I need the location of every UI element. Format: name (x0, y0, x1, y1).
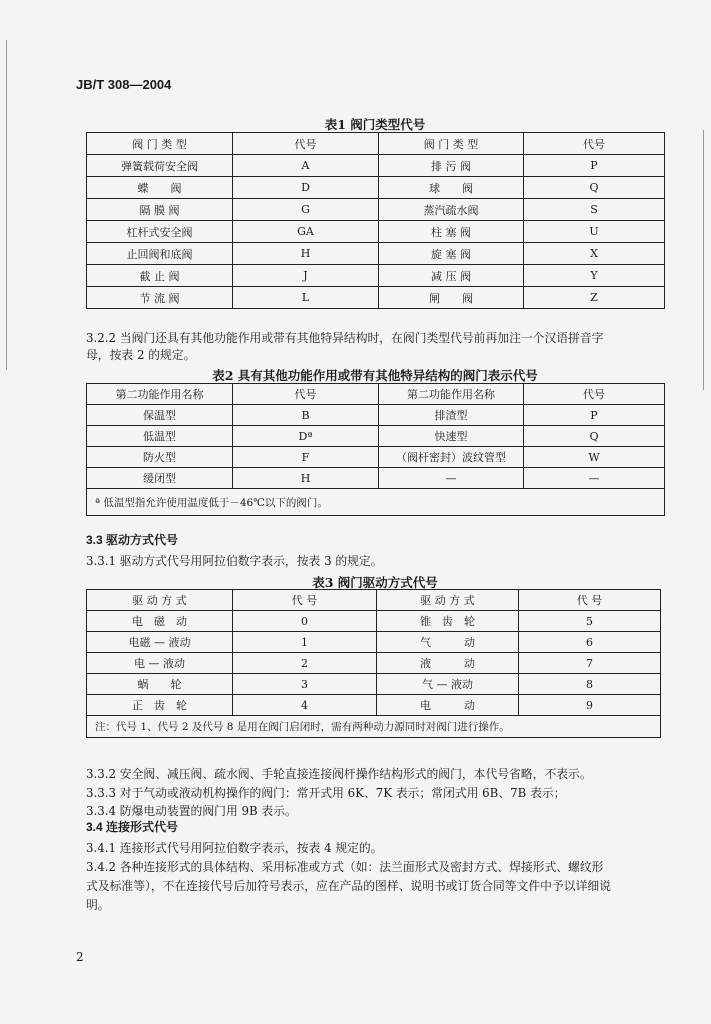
table3-header-cell: 代 号 (519, 590, 661, 611)
table2-header-cell: 代号 (524, 384, 665, 405)
section-3-4-heading: 3.4 连接形式代号 (86, 820, 179, 834)
table-cell: 蒸汽疏水阀 (379, 199, 524, 221)
table-cell: — (524, 468, 665, 489)
para-3-2-2-line1: 3.2.2 当阀门还具有其他功能作用或带有其他特异结构时，在阀门类型代号前再加注一个汉语拼音字 (86, 331, 604, 345)
table3-header-row (87, 590, 661, 611)
table3-note: 注：代号 1、代号 2 及代号 8 是用在阀门启闭时，需有两种动力源同时对阀门进行操作。 (87, 716, 661, 738)
table-cell: 弹簧载荷安全阀 (87, 155, 233, 177)
table-cell: 止回阀和底阀 (87, 243, 233, 265)
table-cell: 4 (233, 695, 377, 716)
table-cell: 球 阀 (379, 177, 524, 199)
para-3-2-2-line2: 母，按表 2 的规定。 (86, 348, 196, 362)
table-row (87, 265, 665, 287)
table-cell: 6 (519, 632, 661, 653)
table-row (87, 155, 665, 177)
table-cell: 旋 塞 阀 (379, 243, 524, 265)
para-3-3-4: 3.3.4 防爆电动装置的阀门用 9B 表示。 (86, 804, 297, 818)
table-cell: 减 压 阀 (379, 265, 524, 287)
table-cell: Q (524, 177, 665, 199)
table-cell: 气 动 (377, 632, 519, 653)
table-row (87, 199, 665, 221)
para-3-4-2-line3: 明。 (86, 898, 110, 912)
table-row (87, 405, 665, 426)
table-cell: 8 (519, 674, 661, 695)
para-3-3-3: 3.3.3 对于气动或液动机构操作的阀门：常开式用 6K、7K 表示；常闭式用 6B、7B 表示； (86, 786, 566, 800)
table-cell: D (233, 177, 379, 199)
table-cell: 9 (519, 695, 661, 716)
table2-header-cell: 第二功能作用名称 (87, 384, 233, 405)
table3-header-cell: 驱 动 方 式 (377, 590, 519, 611)
table-cell: 电磁 — 液动 (87, 632, 233, 653)
table-row (87, 287, 665, 309)
table-cell: Z (524, 287, 665, 309)
table-row (87, 653, 661, 674)
table-cell: 排渣型 (379, 405, 524, 426)
table-row (87, 243, 665, 265)
scan-edge-left (6, 40, 7, 370)
table-cell: X (524, 243, 665, 265)
table-cell: 缓闭型 (87, 468, 233, 489)
table-row (87, 674, 661, 695)
table3-drive-mode-codes (86, 589, 661, 738)
table-row (87, 468, 665, 489)
table-cell: 蜗 轮 (87, 674, 233, 695)
table-row (87, 611, 661, 632)
para-3-3-2: 3.3.2 安全阀、减压阀、疏水阀、手轮直接连接阀杆操作结构形式的阀门，本代号省略，不表示。 (86, 767, 592, 781)
table-cell: 电 — 液动 (87, 653, 233, 674)
table1-header-cell: 阀 门 类 型 (87, 133, 233, 155)
table-cell: 液 动 (377, 653, 519, 674)
table-cell: 闸 阀 (379, 287, 524, 309)
table1-caption: 表1 阀门类型代号 (324, 117, 426, 132)
scan-edge-right (703, 130, 704, 390)
table-row (87, 177, 665, 199)
table3-caption: 表3 阀门驱动方式代号 (312, 575, 438, 590)
table2-header-cell: 第二功能作用名称 (379, 384, 524, 405)
table-cell: 快速型 (379, 426, 524, 447)
table-cell: L (233, 287, 379, 309)
table-cell: 隔 膜 阀 (87, 199, 233, 221)
table-cell: 0 (233, 611, 377, 632)
table-row (87, 632, 661, 653)
table-cell: F (233, 447, 379, 468)
table3-note-row (87, 716, 661, 738)
table2-header-cell: 代号 (233, 384, 379, 405)
table-cell: H (233, 468, 379, 489)
table-cell: 正 齿 轮 (87, 695, 233, 716)
table-cell: 7 (519, 653, 661, 674)
table-row (87, 695, 661, 716)
table-cell: （阀杆密封）波纹管型 (379, 447, 524, 468)
section-3-3-heading: 3.3 驱动方式代号 (86, 533, 179, 547)
table-cell: 锥 齿 轮 (377, 611, 519, 632)
para-3-3-1: 3.3.1 驱动方式代号用阿拉伯数字表示，按表 3 的规定。 (86, 554, 383, 568)
table-cell: 2 (233, 653, 377, 674)
table1-header-cell: 代号 (524, 133, 665, 155)
table-cell: GA (233, 221, 379, 243)
table-cell: 气 — 液动 (377, 674, 519, 695)
table2-caption: 表2 具有其他功能作用或带有其他特异结构的阀门表示代号 (212, 368, 538, 383)
page-number: 2 (76, 950, 84, 964)
table-cell: 保温型 (87, 405, 233, 426)
table3-header-cell: 代 号 (233, 590, 377, 611)
table-cell: 防火型 (87, 447, 233, 468)
table-cell: 电 磁 动 (87, 611, 233, 632)
para-3-4-1: 3.4.1 连接形式代号用阿拉伯数字表示，按表 4 规定的。 (86, 841, 383, 855)
table-cell: H (233, 243, 379, 265)
table-row (87, 447, 665, 468)
table3-header-cell: 驱 动 方 式 (87, 590, 233, 611)
table2-secondary-function-codes (86, 383, 665, 516)
table-cell: 节 流 阀 (87, 287, 233, 309)
table-cell: A (233, 155, 379, 177)
para-3-4-2-line2: 式及标准等），不在连接代号后加符号表示，应在产品的图样、说明书或订货合同等文件中予以详细说 (86, 879, 611, 893)
table-cell: 3 (233, 674, 377, 695)
table-cell: Dª (233, 426, 379, 447)
table-cell: W (524, 447, 665, 468)
table-cell: U (524, 221, 665, 243)
table2-header-row (87, 384, 665, 405)
table-cell: B (233, 405, 379, 426)
table1-valve-type-codes (86, 132, 665, 309)
table-cell: 杠杆式安全阀 (87, 221, 233, 243)
table-cell: 排 污 阀 (379, 155, 524, 177)
table-cell: — (379, 468, 524, 489)
table-cell: P (524, 155, 665, 177)
document-header: JB/T 308—2004 (76, 77, 172, 92)
table-cell: 蝶 阀 (87, 177, 233, 199)
table-row (87, 426, 665, 447)
table-cell: G (233, 199, 379, 221)
table2-note: ª 低温型指允许使用温度低于－46℃以下的阀门。 (87, 489, 665, 516)
table1-header-cell: 阀 门 类 型 (379, 133, 524, 155)
table-cell: 柱 塞 阀 (379, 221, 524, 243)
table-cell: 截 止 阀 (87, 265, 233, 287)
table-cell: Y (524, 265, 665, 287)
table-cell: 5 (519, 611, 661, 632)
table-cell: Q (524, 426, 665, 447)
table-row (87, 221, 665, 243)
table1-header-cell: 代号 (233, 133, 379, 155)
table-cell: P (524, 405, 665, 426)
table-cell: J (233, 265, 379, 287)
table-cell: S (524, 199, 665, 221)
table2-note-row (87, 489, 665, 516)
table-cell: 1 (233, 632, 377, 653)
para-3-4-2-line1: 3.4.2 各种连接形式的具体结构、采用标准或方式（如：法兰面形式及密封方式、焊接形式、螺纹形 (86, 860, 604, 874)
table1-header-row (87, 133, 665, 155)
table-cell: 低温型 (87, 426, 233, 447)
table-cell: 电 动 (377, 695, 519, 716)
